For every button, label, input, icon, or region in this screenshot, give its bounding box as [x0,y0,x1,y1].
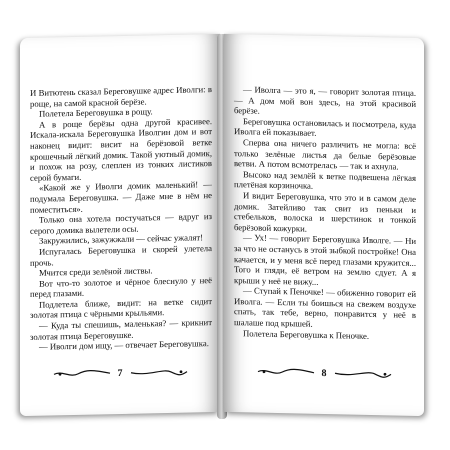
page-number: 8 [321,367,327,379]
ornament-left-icon [256,367,316,378]
paragraph: — Иволга — это я, — говорит золотая птица. — А дом мой вон здесь, на этой красивой берёзе. [234,84,416,116]
paragraph: Высоко над землёй к ветке подвешена лёгкая плетёная корзиночка. [234,169,416,192]
paragraph: Полетела Береговушка в рощу. [39,106,153,119]
page-footer [224,364,424,382]
paragraph: Закружились, зажужжали — сейчас ужалят! [39,232,204,247]
paragraph: Только она хотела постучаться — вдруг из серого домика вылетели осы. [30,211,212,236]
paragraph: Полетела Береговушка к Пеночке. [243,327,370,341]
right-page-text [234,84,416,342]
page-number: 7 [117,367,123,379]
ornament-left-icon [52,368,112,379]
paragraph: Вот что-то золотое и чёрное блеснуло у неё перед глазами. [30,274,212,300]
left-page [20,34,220,416]
paragraph: Береговушка остановилась и посмотрела, куда Иволга ей показывает. [234,116,416,139]
paragraph: Сперва она ничего различить не могла: всё только зелёные листья да белые берёзовые ветви. А потом всмотрелась — так и ахнула. [234,137,416,172]
paragraph: И Витютень сказал Береговушке адрес Иволги: в роще, на самой красной берёзе. [30,84,212,109]
right-page [224,34,424,416]
paragraph: — Куда ты спешишь, маленькая? — крикнит золотая птица Береговушке. [30,317,212,342]
paragraph: А в роще берёзы одна другой красивее. Искала-искала Береговушка Иволгин дом и вот наконец видит: висит на берёзовой ветке крошечный лёгкий домик. Такой уютный домик, и похож на розу, слеплен из тонких листиков серой бумаги. [30,115,212,183]
page-footer [20,364,220,382]
paragraph: «Какой же у Иволги домик маленький! — подумала Береговушка. — Даже мне в нём не поместиться». [30,179,212,215]
paragraph: Подлетела ближе, видит: на ветке сидит золотая птица с чёрными крыльями. [30,295,212,321]
paragraph: — Ух! — говорит Береговушка Иволге. — Ни за что не останусь в этой зыбкой постройке! Она качается, и у меня всё перед глазами кружится... Того и гляди, её ветром на землю сдует. А я крыши у неё не вижу... [234,232,416,287]
ornament-right-icon [333,368,393,379]
left-page-text [30,84,212,353]
paragraph: Испугалась Береговушка и скорей улетела прочь. [30,242,212,268]
paragraph: — Ступай к Пеночке! — обиженно говорит ей Иволга. — Если ты боишься на свежем воздухе спать, так тебе, верно, понравится у неё в шалаше под крышей. [234,285,416,329]
paragraph: Мчится среди зелёной листвы. [39,265,153,278]
open-book [14,22,434,427]
paragraph: — Иволги дом ищу, — отвечает Береговушка. [39,338,209,352]
paragraph: И видит Береговушка, что это и в самом деле домик. Затейливо так свит из пеньки и стебельков, волоска и шерстинок и тонкой берёзовой кожурки. [234,190,416,234]
ornament-right-icon [129,367,189,378]
